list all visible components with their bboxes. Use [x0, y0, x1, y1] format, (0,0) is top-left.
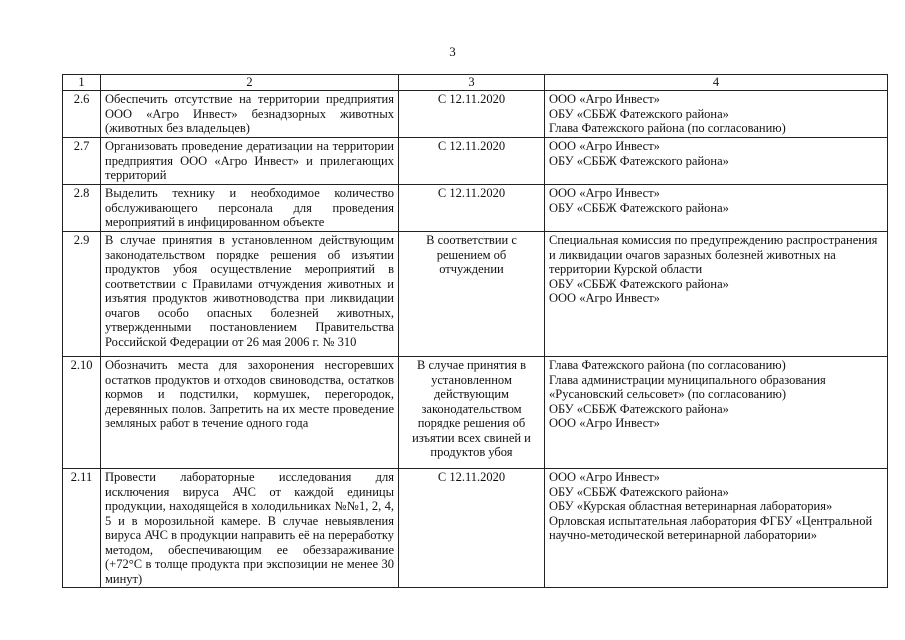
row-measure: Организовать проведение дератизации на территории предприятия ООО «Агро Инвест» и прилегающих территорий	[101, 138, 399, 185]
responsible-party: ООО «Агро Инвест»	[549, 416, 660, 430]
responsible-party: ОБУ «СББЖ Фатежского района»	[549, 153, 729, 168]
row-responsible	[545, 138, 888, 185]
row-responsible	[545, 232, 888, 357]
row-number: 2.7	[63, 138, 101, 185]
table-header-row	[63, 75, 888, 91]
row-term: С 12.11.2020	[399, 185, 545, 232]
row-measure: В случае принятия в установленном действующим законодательством порядке решения об изъятии продуктов убоя осуществление мероприятий в соответствии с Правилами отчуждения животных и изъятия продуктов животноводства при ликвидации очагов особо опасных болезней животных, утвержденными постановлением Правительства Российской Федерации от 26 мая 2006 г. № 310	[101, 232, 399, 357]
measures-table	[62, 74, 888, 588]
row-responsible	[545, 357, 888, 469]
responsible-party: Глава Фатежского района (по согласованию)	[549, 358, 786, 372]
row-term: В случае принятия в установленном действующим законодательством порядке решения об изъятии всех свиней и продуктов убоя	[399, 357, 545, 469]
row-measure: Провести лабораторные исследования для исключения вируса АЧС от каждой единицы продукции, находящейся в холодильниках №№1, 2, 4, 5 и в морозильной камере. В случае невыявления вируса АЧС в продукции направить её на переработку методом, обеспечивающим ее обеззараживание (+72°С в толще продукта при экспозиции не менее 30 минут)	[101, 469, 399, 588]
row-responsible	[545, 469, 888, 588]
column-header-responsible: 4	[545, 75, 888, 91]
row-measure: Выделить технику и необходимое количество обслуживающего персонала для проведения мероприятий в инфицированном объекте	[101, 185, 399, 232]
responsible-party: ООО «Агро Инвест»	[549, 470, 660, 484]
responsible-party: Орловская испытательная лаборатория ФГБУ «Центральной научно-методической ветеринарной лаборатории»	[549, 513, 873, 542]
row-number: 2.6	[63, 91, 101, 138]
table-row	[63, 138, 888, 185]
row-number: 2.8	[63, 185, 101, 232]
responsible-party: Глава администрации муниципального образования «Русановский сельсовет» (по согласованию)	[549, 372, 826, 401]
row-measure: Обеспечить отсутствие на территории предприятия ООО «Агро Инвест» безнадзорных животных (животных без владельцев)	[101, 91, 399, 138]
responsible-party: ОБУ «СББЖ Фатежского района»	[549, 200, 729, 215]
row-number: 2.11	[63, 469, 101, 588]
row-responsible	[545, 185, 888, 232]
responsible-party: Специальная комиссия по предупреждению распространения и ликвидации очагов заразных болезней животных на территории Курской области	[549, 233, 878, 276]
row-number: 2.9	[63, 232, 101, 357]
column-header-measure: 2	[101, 75, 399, 91]
table-row	[63, 232, 888, 357]
row-term: С 12.11.2020	[399, 91, 545, 138]
responsible-party: ОБУ «СББЖ Фатежского района»	[549, 276, 729, 291]
column-header-number: 1	[63, 75, 101, 91]
column-header-term: 3	[399, 75, 545, 91]
responsible-party: ОБУ «Курская областная ветеринарная лаборатория»	[549, 499, 833, 513]
table-row	[63, 185, 888, 232]
responsible-party: Глава Фатежского района (по согласованию)	[549, 121, 786, 135]
row-measure: Обозначить места для захоронения несгоревших остатков продуктов и отходов свиноводства, остатков кормов и подстилки, кормушек, перегородок, деревянных полов. Запретить на их месте проведение земляных работ в течение одного года	[101, 357, 399, 469]
responsible-party: ОБУ «СББЖ Фатежского района»	[549, 106, 729, 121]
page-number: 3	[449, 44, 456, 59]
row-term: В соответствии с решением об отчуждении	[399, 232, 545, 357]
responsible-party: ООО «Агро Инвест»	[549, 291, 660, 305]
row-term: С 12.11.2020	[399, 138, 545, 185]
responsible-party: ООО «Агро Инвест»	[549, 92, 660, 106]
table-row	[63, 357, 888, 469]
responsible-party: ООО «Агро Инвест»	[549, 186, 660, 200]
row-number: 2.10	[63, 357, 101, 469]
responsible-party: ОБУ «СББЖ Фатежского района»	[549, 401, 729, 416]
table-row	[63, 469, 888, 588]
table-row	[63, 91, 888, 138]
responsible-party: ОБУ «СББЖ Фатежского района»	[549, 484, 729, 499]
row-term: С 12.11.2020	[399, 469, 545, 588]
row-responsible	[545, 91, 888, 138]
responsible-party: ООО «Агро Инвест»	[549, 139, 660, 153]
